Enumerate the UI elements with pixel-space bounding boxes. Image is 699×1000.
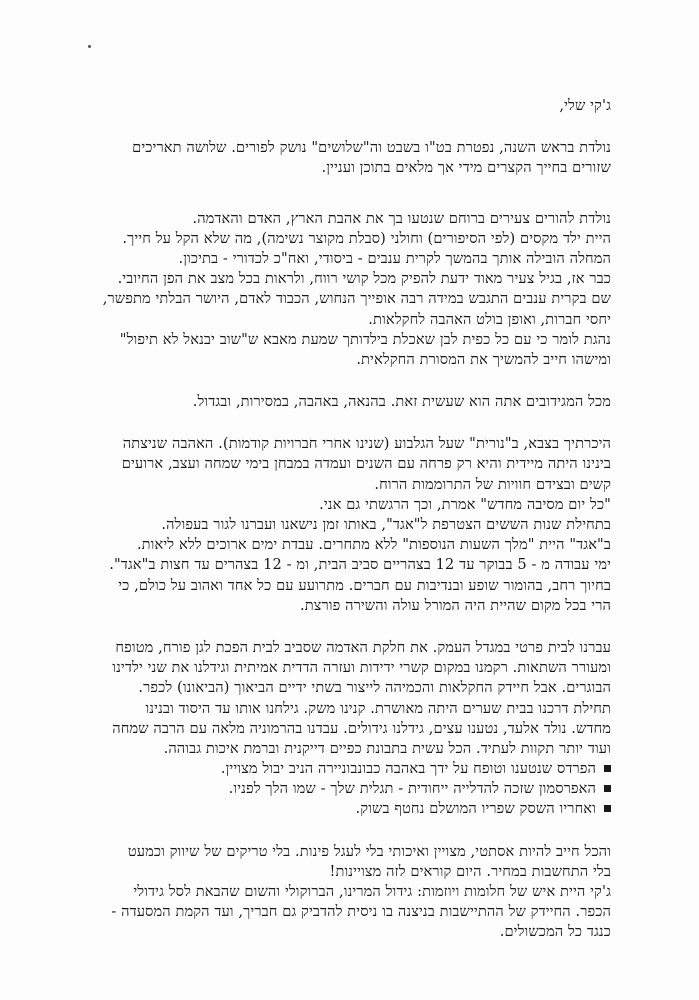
paragraph-army-egged [91, 434, 611, 616]
paragraph-migdal-haemek [91, 638, 611, 759]
square-bullet-icon [604, 785, 611, 792]
text-line: ועוד יותר תקוות לעתיד. הכל עשית בתבונת כפיים דייקנית וברמת איכות גבוהה. [163, 739, 611, 757]
text-line: כנגד כל המכשולים. [499, 923, 611, 941]
square-bullet-icon [604, 765, 611, 772]
text-line: "כל יום מסיבה מחדש" אמרת, וכך הרגשתי גם אני. [319, 495, 611, 513]
text-line: והכל חייב להיות אסתטי, מצויין ואיכותי בלי לעגל פינות. בלי טריקים של שיווק וכמעט [127, 842, 611, 860]
text-line: הרי בכל מקום שהיית היה המורל עולה והשירה פורצת. [300, 596, 611, 614]
text-line: בלי התחשבות במחיר. היום קוראים לזה מצויינות! [329, 862, 611, 880]
paragraph-excellence [91, 842, 611, 943]
letter-greeting: ג'קי שלי, [559, 97, 611, 114]
paragraph-megidovim [91, 392, 611, 412]
text-line: עברנו לבית פרטי במגדל העמק. את חלקת האדמה שסביב לבית הפכת לגן פורח, מטופח [115, 638, 611, 656]
scan-speck [88, 45, 91, 48]
text-line: היית ילד מקסים (לפי הסיפורים) וחולני (סבלת מקוצר נשימה), מה שלא הקל על חייך. [122, 229, 611, 247]
list-item [91, 759, 611, 779]
text-line: נולדת להורים צעירים ברוחם שנטעו בך את אהבת הארץ, האדם והאדמה. [192, 209, 611, 227]
text-line: ימי עבודה מ - 5 בבוקר עד 12 בצהריים סביב הבית, ומ - 12 בצהרים עד חצות ב"אגד". [109, 556, 611, 574]
text-line: בתחילת שנות הששים הצטרפת ל"אגד", באותו זמן נישאנו ועברנו לגור בעפולה. [161, 516, 611, 533]
text-line: שזורים בחייך הקצרים מידי אך מלאים בתוכן ועניין. [321, 159, 611, 177]
text-line: כבר אז, בגיל צעיר מאוד ידעת להפיק מכל קושי רווח, ולראות בכל מצב את הפן החיובי. [117, 270, 611, 288]
text-line: הבוגרים. אבל חיידק החקלאות והכמיהה לייצור בשתי ידיים הביאוך (הביאונו) לכפר. [138, 679, 611, 697]
text-line: המחלה הובילה אותך בהמשך לקרית ענבים - ביסודי, ואח"כ לכדורי - בתיכון. [178, 249, 611, 267]
square-bullet-icon [604, 805, 611, 812]
text-line: ב"אגד" היית "מלך השעות הנוספות" ללא מתחרים. עבדת ימים ארוכים ללא ליאות. [136, 536, 611, 554]
text-line: נהגת לומר כי עם כל כפית לבן שאכלת בילדותך שמעת מאבא ש"שוב יבנאל לא תיפול" [119, 330, 611, 348]
text-line: ג'קי היית איש של חלומות ויוזמות: גידול המרינו, הברוקולי והשום שהבאת לסל גידולי [133, 883, 611, 900]
text-line: יחסי חברות, ואופן בולט האהבה לחקלאות. [368, 310, 611, 328]
text-line: קשים ובצידם חוויות של התרוממות הרוח. [374, 475, 611, 493]
text-line: שם בקרית ענבים התגבש במידה רבה אופייך הנחוש, הכבוד לאדם, היושר הבלתי מתפשר, [102, 290, 611, 308]
text-line: היכרתיך בצבא, ב"נורית" שעל הגלבוע (שנינו אחרי חברויות קודמות). האהבה שניצתה [122, 435, 611, 453]
text-line: נולדת בראש השנה, נפטרת בט"ו בשבט וה"שלושים" נושק לפורים. שלושה תאריכים [132, 139, 611, 157]
text-line: ומישהו חייב להמשיך את המסורת החקלאית. [356, 350, 611, 368]
text-line: בינינו היתה מיידית והיא רק פרחה עם השנים ועמדה במבחן בימי שמחה ועצב, ארועים [121, 455, 611, 473]
bullet-list [91, 759, 611, 820]
letter-body [91, 90, 611, 943]
list-item-text: הפרדס שנטענו וטופח על ידך באהבה כבונבוניירה הניב יבול מצויין. [220, 760, 596, 778]
text-line: מחדש. נולד אלעד, נטענו עצים, גידלנו גידולים. עבדנו בהרמוניה מלאה עם הרבה שמחה [112, 719, 611, 737]
text-line: ומעורר השתאות. רקמנו במקום קשרי ידידות ועזרה הדדית אמיתית וגידלנו את שני ילדינו [112, 659, 611, 677]
text-line: בחיוך רחב, בהומור שופע ובנדיבות עם חברים. מתרועע עם כל אחד ואהוב על כולם, כי [118, 576, 611, 594]
list-item-text: האפרסמון שזכה להדלייה ייחודית - תגלית שלך - שמו הלך לפניו. [228, 780, 596, 798]
list-item [91, 799, 611, 819]
text-line: הכפר. החיידק של ההתיישבות בניצנה בו ניסית להדביק גם חבריך, ועד הקמת המסעדה - [111, 903, 611, 921]
paragraph-childhood [91, 209, 611, 371]
paragraph-birth-dates [91, 138, 611, 178]
list-item [91, 779, 611, 799]
text-line: תחילת דרכנו בבית שערים היתה מאושרת. קנינו משק. גילחנו אותו עד היסוד ובנינו [145, 699, 611, 717]
text-line: מכל המגידובים אתה הוא שעשית זאת. בהנאה, באהבה, במסירות, ובגדול. [192, 393, 611, 411]
list-item-text: ואחריו השסק שפריו המושלם נחטף בשוק. [355, 800, 596, 818]
